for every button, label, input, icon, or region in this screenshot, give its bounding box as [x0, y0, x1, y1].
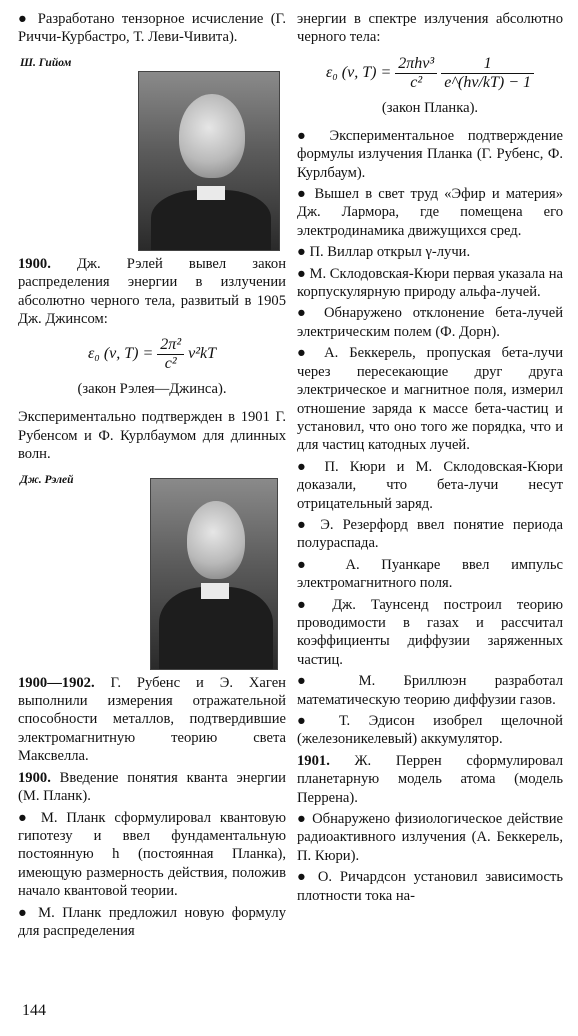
paragraph-villard: ● П. Виллар открыл γ-лучи. [297, 243, 563, 261]
paragraph-edison: ● Т. Эдисон изобрел щелочной (железоникелевый) аккумулятор. [297, 712, 563, 749]
portrait-caption-rayleigh: Дж. Рэлей [20, 473, 74, 486]
left-column [18, 10, 286, 943]
portrait-rayleigh [150, 478, 278, 670]
law-planck: (закон Планка). [381, 99, 479, 116]
paragraph-larmor: ● Вышел в свет труд «Эфир и материя» Дж. Лармора, где помещена его электродинамика движущихся сред. [297, 185, 563, 240]
paragraph-physiological: ● Обнаружено физиологическое действие радиоактивного излучения (А. Беккерель, П. Кюри). [297, 810, 563, 865]
law-rayleigh-jeans: (закон Рэлея—Джинса). [77, 381, 227, 398]
paragraph-planck-formula: ● М. Планк предложил новую формулу для распределения [18, 904, 286, 941]
formula-planck: ε₀ (ν, T) = $\frac{\text{2πhν³}}{\text{c²}}$ $\frac{1}{e\^{}(h\nu/kT) - 1}$ [297, 55, 563, 92]
paragraph-exp-confirmation: ● Экспериментальное подтверждение формулы излучения Планка (Г. Рубенс, Ф. Курлбаум). [297, 127, 563, 182]
paragraph-becquerel: ● А. Беккерель, пропуская бета-лучи через пересекающие друг друга электрическое и магнитное поля, измерил отношение заряда к массе бета-частиц и установил, что оно того же порядка, что и для частиц катодных лучей. [297, 344, 563, 454]
paragraph-richardson: ● О. Ричардсон установил зависимость плотности тока на- [297, 868, 563, 905]
paragraph-curie: ● П. Кюри и М. Склодовская-Кюри доказали, что бета-лучи несут отрицательный заряд. [297, 458, 563, 513]
paragraph-dorn: ● Обнаружено отклонение бета-лучей электрическим полем (Ф. Дорн). [297, 304, 563, 341]
formula-rayleigh-jeans: ε₀ (ν, T) = $\frac{\text{2π²}}{\text{c²}}$ ν²kT [87, 336, 217, 373]
paragraph-planck-hypothesis: ● М. Планк сформулировал квантовую гипотезу и ввел фундаментальную постоянную h (постоянная Планка), имеющую размерность действия, положив начало квантовой теории. [18, 809, 286, 901]
portrait-guillaume [138, 71, 280, 251]
paragraph-rubens-hagen: 1900—1902. Г. Рубенс и Э. Хаген выполнили измерения отражательной способности металлов, подтвердившие электромагнитную теорию света Максвелла. [18, 674, 286, 765]
portrait-caption-guillaume: Ш. Гийом [20, 56, 72, 69]
paragraph-rayleigh-law: 1900. Дж. Рэлей вывел закон распределения энергии в излучении абсолютно черного тела, развитый в 1905 Дж. Джинсом: [18, 255, 287, 328]
paragraph-continuation: энергии в спектре излучения абсолютно черного тела: [297, 11, 563, 46]
paragraph-townsend: ● Дж. Таунсенд построил теорию проводимости в газах и рассчитал коэффициенты диффузии заряженных частиц. [297, 596, 563, 670]
paragraph-poincare: ● А. Пуанкаре ввел импульс электромагнитного поля. [297, 556, 563, 593]
paragraph-brillouin: ● М. Бриллюэн разработал математическую теорию диффузии газов. [297, 672, 563, 709]
paragraph-perrin: 1901. Ж. Перрен сформулировал планетарную модель атома (модель Перрена). [297, 752, 563, 806]
paragraph-tensor-calculus: ● Разработано тензорное исчисление (Г. Риччи-Курбастро, Т. Леви-Чивита). [18, 10, 286, 47]
paragraph-rutherford: ● Э. Резерфорд ввел понятие периода полураспада. [297, 516, 563, 553]
paragraph-quantum: 1900. Введение понятия кванта энергии (М. Планк). [18, 769, 286, 805]
paragraph-confirmation: Экспериментально подтвержден в 1901 Г. Рубенсом и Ф. Курлбаумом для длинных волн. [18, 409, 286, 463]
right-column [297, 10, 563, 908]
paragraph-sklodowska: ● М. Склодовская-Кюри первая указала на корпускулярную природу альфа-лучей. [297, 265, 563, 302]
page-number: 144 [22, 1002, 46, 1019]
